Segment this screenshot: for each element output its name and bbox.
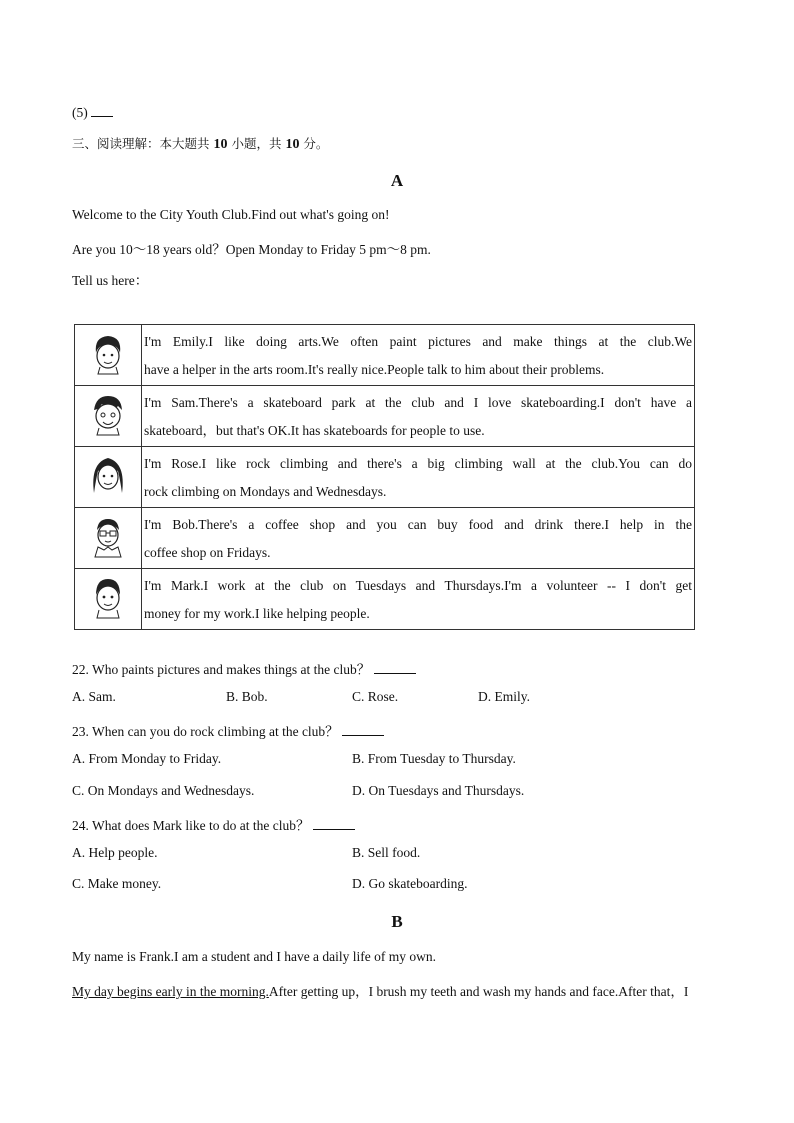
option-b[interactable]: B. Sell food. [352, 845, 421, 860]
passage-b-line: My name is Frank.I am a student and I have a daily life of my own. [72, 949, 437, 964]
option-d[interactable]: D. On Tuesdays and Thursdays. [352, 783, 525, 798]
girl-rose-icon [88, 453, 128, 497]
question-24: 24. What does Mark like to do at the club？ [72, 814, 355, 834]
girl-emily-icon [88, 331, 128, 375]
answer-blank[interactable] [374, 661, 416, 674]
avatar-cell [75, 508, 142, 569]
intro-line: Welcome to the City Youth Club.Find out what's going on! [72, 207, 390, 222]
table-row [75, 569, 695, 630]
option-d[interactable]: D. Emily. [478, 689, 530, 704]
option-a[interactable]: A. From Monday to Friday. [72, 751, 222, 766]
option-c[interactable]: C. On Mondays and Wednesdays. [72, 783, 255, 798]
question-22: 22. Who paints pictures and makes things at the club？ [72, 658, 416, 678]
option-c[interactable]: C. Make money. [72, 876, 162, 891]
intro-line: Tell us here： [72, 273, 149, 288]
club-members-table [74, 324, 695, 630]
member-text: I'm Mark.I work at the club on Tuesdays and Thursdays.I'm a volunteer -- I don't get money for my work.I like helping people. [142, 569, 695, 630]
option-a[interactable]: A. Help people. [72, 845, 158, 860]
boy-bob-icon [88, 514, 128, 558]
member-text: I'm Sam.There's a skateboard park at the club and I love skateboarding.I don't have a skateboard，but that's OK.It has skateboards for people to use. [142, 386, 695, 447]
table-row [75, 386, 695, 447]
option-a[interactable]: A. Sam. [72, 689, 116, 704]
answer-number: (5) [72, 105, 88, 120]
member-text: I'm Rose.I like rock climbing and there's a big climbing wall at the club.You can do rock climbing on Mondays and Wednesdays. [142, 447, 695, 508]
answer-blank[interactable] [91, 104, 113, 117]
option-b[interactable]: B. Bob. [226, 689, 268, 704]
option-c[interactable]: C. Rose. [352, 689, 399, 704]
avatar-cell [75, 569, 142, 630]
table-row [75, 325, 695, 386]
section-title: 三、阅读理解：本大题共 10 小题，共 10 分。 [72, 136, 329, 152]
member-text: I'm Bob.There's a coffee shop and you can buy food and drink there.I help in the coffee shop on Fridays. [142, 508, 695, 569]
avatar-cell [75, 325, 142, 386]
passage-b-line: My day begins early in the morning.After getting up，I brush my teeth and wash my hands and face.After that，I [72, 984, 689, 999]
passage-a-heading: A [390, 171, 404, 190]
table-row [75, 447, 695, 508]
avatar-cell [75, 447, 142, 508]
boy-mark-icon [88, 575, 128, 619]
answer-line-5 [72, 104, 113, 121]
answer-blank[interactable] [342, 723, 384, 736]
table-row [75, 508, 695, 569]
question-23: 23. When can you do rock climbing at the club？ [72, 720, 384, 740]
avatar-cell [75, 386, 142, 447]
boy-sam-icon [88, 392, 128, 436]
member-text: I'm Emily.I like doing arts.We often paint pictures and make things at the club.We have a helper in the arts room.It's really nice.People talk to him about their problems. [142, 325, 695, 386]
intro-line: Are you 10～18 years old？Open Monday to Friday 5 pm～8 pm. [72, 242, 431, 257]
passage-b-heading: B [391, 912, 403, 931]
option-b[interactable]: B. From Tuesday to Thursday. [352, 751, 516, 766]
underlined-sentence: My day begins early in the morning. [72, 984, 269, 999]
answer-blank[interactable] [313, 817, 355, 830]
option-d[interactable]: D. Go skateboarding. [352, 876, 468, 891]
